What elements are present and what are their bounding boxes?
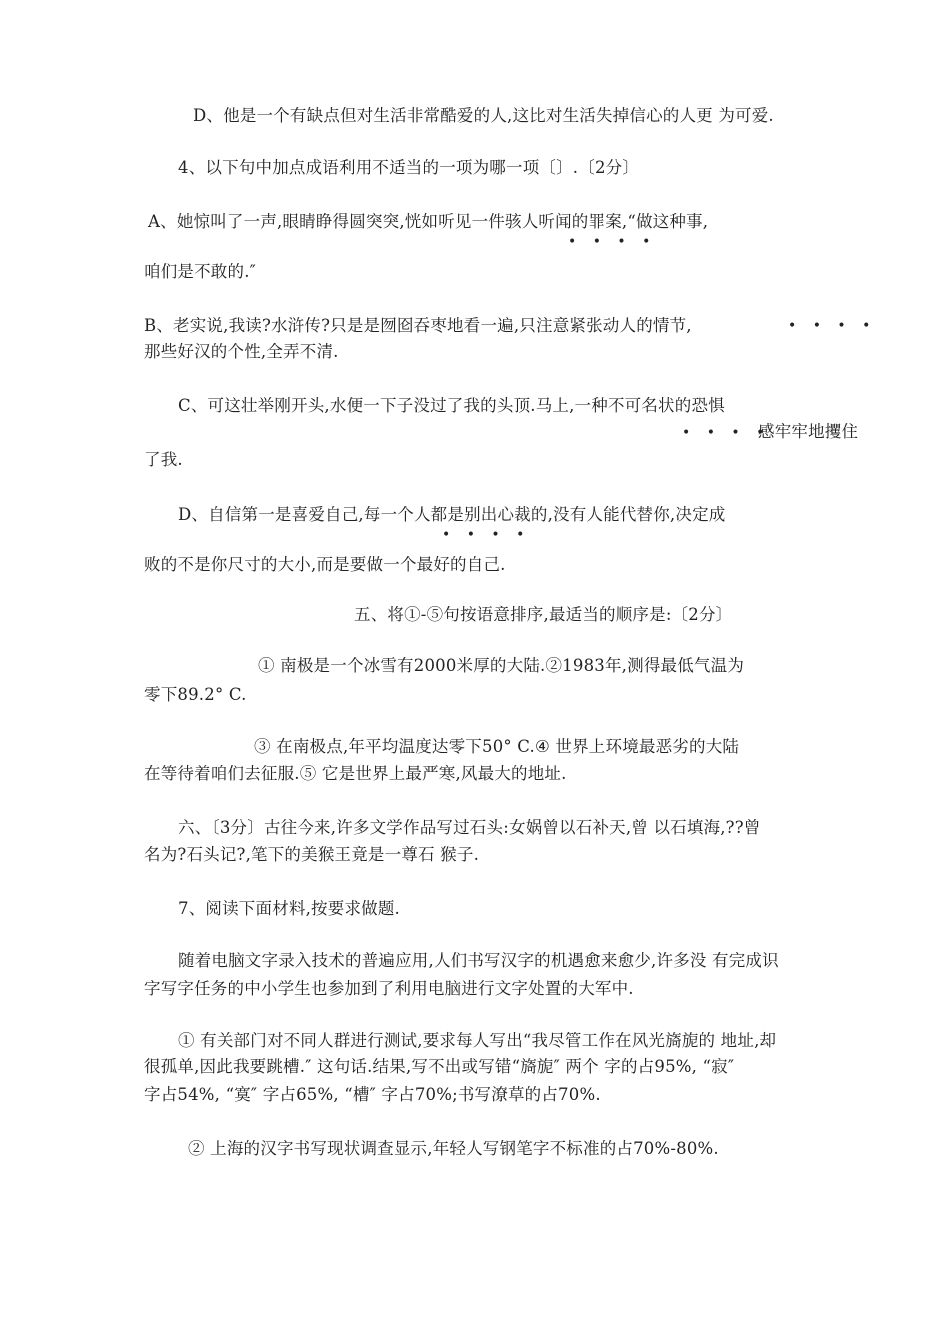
passage-line2: 字写字任务的中小学生也参加到了利用电脑进行文字处置的大军中. [144,979,634,998]
option-d-line2: 败的不是你尺寸的大小,而是要做一个最好的自己. [144,555,506,574]
question-6-line2: 名为?石头记?,笔下的美猴王竟是一尊石 猴子. [144,845,480,864]
option-c-line3: 了我. [144,450,183,469]
option-c-line2: 感牢牢地攫住 [758,422,859,441]
question-5: 五、将①-⑤句按语意排序,最适当的顺序是:〔2分〕 [354,605,733,624]
option-c-line1: C、可这壮举刚开头,水便一下子没过了我的头顶.马上,一种不可名状的恐惧 [178,396,725,415]
material-1-line1: ① 有关部门对不同人群进行测试,要求每人写出“我尽管工作在风光旖旎的 地址,却 [178,1031,777,1050]
option-d-top: D、他是一个有缺点但对生活非常酷爱的人,这比对生活失掉信心的人更 为可爱. [193,106,774,125]
option-d-line1: D、自信第一是喜爱自己,每一个人都是别出心裁的,没有人能代替你,决定成 [178,505,726,524]
emphasis-dots-d: • • • • [442,527,531,543]
question-6-line1: 六、〔3分〕古往今来,许多文学作品写过石头:女娲曾以石补天,曾 以石填海,??曾 [178,818,761,837]
material-1-line2: 很孤单,因此我要跳槽.″ 这句话.结果,写不出或写错“旖旎″ 两个 字的占95%, “寂″ [144,1057,735,1076]
option-b-line1: B、老实说,我读?水浒传?只是是囫囵吞枣地看一遍,只注意紧张动人的情节, [144,316,692,335]
material-1-line3: 字占54%, “寞″ 字占65%, “槽″ 字占70%;书写潦草的占70%. [144,1085,601,1104]
sentence-4: 在等待着咱们去征服.⑤ 它是世界上最严寒,风最大的地址. [144,764,567,783]
option-a-line1: A、她惊叫了一声,眼睛睁得圆突突,恍如听见一件骇人听闻的罪案,“做这种事, [148,212,709,231]
question-4: 4、以下句中加点成语利用不适当的一项为哪一项〔〕.〔2分〕 [178,158,640,177]
emphasis-dots-c: • • • • [682,425,771,441]
option-a-line2: 咱们是不敢的.″ [144,262,257,281]
emphasis-dots-b: • • • • [788,318,877,334]
emphasis-dots-a: • • • • [568,234,657,250]
question-7: 7、阅读下面材料,按要求做题. [178,899,400,918]
passage-line1: 随着电脑文字录入技术的普遍应用,人们书写汉字的机遇愈来愈少,许多没 有完成识 [178,951,779,970]
sentence-1: ① 南极是一个冰雪有2000米厚的大陆.②1983年,测得最低气温为 [258,656,745,675]
sentence-2: 零下89.2° C. [144,685,247,704]
option-b-line2: 那些好汉的个性,全弄不清. [144,342,339,361]
material-2: ② 上海的汉字书写现状调查显示,年轻人写钢笔字不标准的占70%-80%. [188,1139,719,1158]
sentence-3: ③ 在南极点,年平均温度达零下50° C.④ 世界上环境最恶劣的大陆 [254,737,740,756]
